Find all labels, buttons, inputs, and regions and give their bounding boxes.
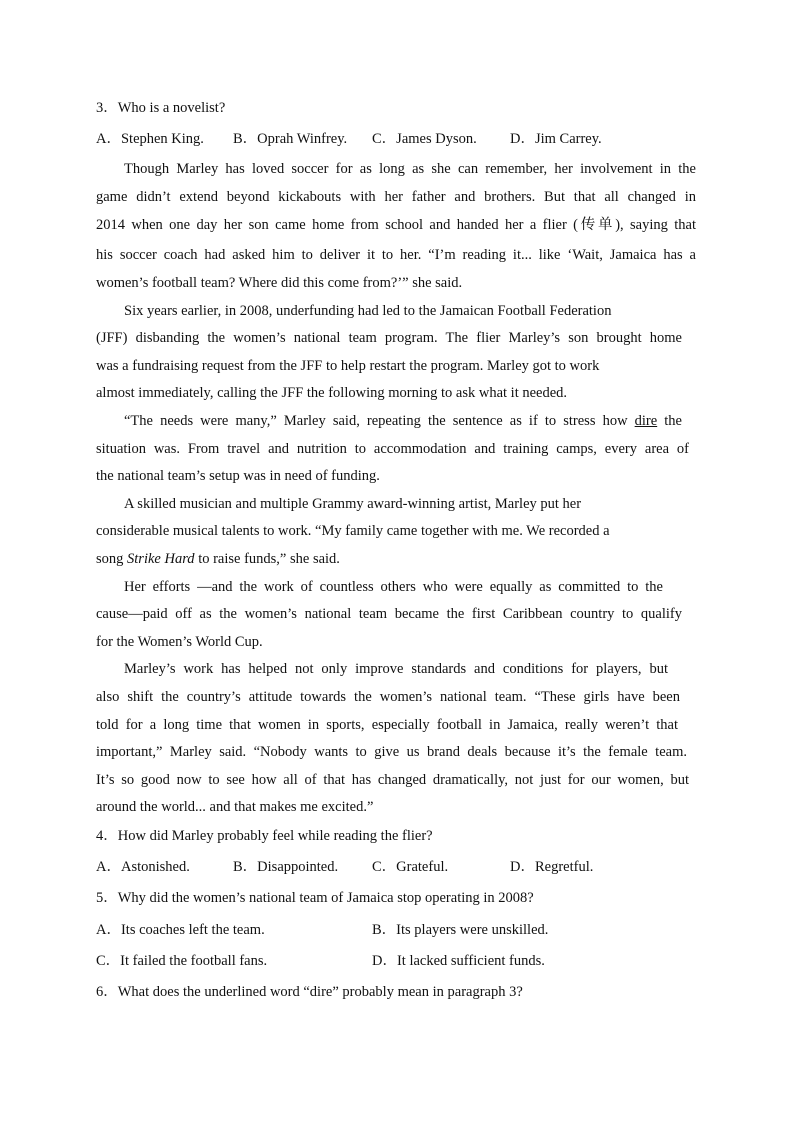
paragraph-6-line: also shift the country’s attitude towards the women’s national team. “These girls have been xyxy=(96,689,680,705)
paragraph-1-line: 2014 when one day her son came home from school and handed her a flier (传单), saying that xyxy=(96,217,696,233)
paragraph-2-line: almost immediately, calling the JFF the following morning to ask what it needed. xyxy=(96,385,568,401)
paragraph-5-line: Her efforts —and the work of countless others who were equally as committed to the xyxy=(124,579,663,595)
q5-option-b: B．Its players were unskilled. xyxy=(372,922,549,938)
q4-option-b: B．Disappointed. xyxy=(233,859,339,875)
paragraph-3-text: “The needs were many,” Marley said, repeating the sentence as if to stress how xyxy=(124,413,635,429)
paragraph-1-line: game didn’t extend beyond kickabouts with her father and brothers. But that all changed in xyxy=(96,189,696,205)
question-5: 5．Why did the women’s national team of Jamaica stop operating in 2008? xyxy=(96,890,534,906)
paragraph-2-line: Six years earlier, in 2008, underfunding had led to the Jamaican Football Federation xyxy=(124,303,612,319)
paragraph-6-line: important,” Marley said. “Nobody wants to give us brand deals because it’s the female team. xyxy=(96,744,687,760)
paragraph-1-line: Though Marley has loved soccer for as long as she can remember, her involvement in the xyxy=(124,161,696,177)
q4-option-d: D．Regretful. xyxy=(510,859,594,875)
underlined-word-dire: dire xyxy=(634,413,658,429)
paragraph-3-line: situation was. From travel and nutrition to accommodation and training camps, every area of xyxy=(96,441,689,457)
paragraph-1-line: women’s football team? Where did this come from?’” she said. xyxy=(96,275,463,291)
paragraph-6-line: Marley’s work has helped not only improve standards and conditions for players, but xyxy=(124,661,668,677)
paragraph-6-line: It’s so good now to see how all of that has changed dramatically, not just for our women, but xyxy=(96,772,689,788)
q3-option-a: A．Stephen King. xyxy=(96,131,204,147)
paragraph-4-text: to raise funds,” she said. xyxy=(194,551,340,567)
paragraph-3-line: the national team’s setup was in need of funding. xyxy=(96,468,380,484)
q3-option-d: D．Jim Carrey. xyxy=(510,131,602,147)
q4-option-a: A．Astonished. xyxy=(96,859,190,875)
paragraph-3-line xyxy=(124,412,682,430)
question-6: 6．What does the underlined word “dire” probably mean in paragraph 3? xyxy=(96,984,523,1000)
question-3: 3．Who is a novelist? xyxy=(96,100,226,116)
q5-option-a: A．Its coaches left the team. xyxy=(96,922,265,938)
paragraph-1-line: his soccer coach had asked him to deliver it to her. “I’m reading it... like ‘Wait, Jamaica has a xyxy=(96,247,696,263)
paragraph-4-line: considerable musical talents to work. “My family came together with me. We recorded a xyxy=(96,523,610,539)
question-4: 4．How did Marley probably feel while reading the flier? xyxy=(96,828,433,844)
paragraph-3-text: the xyxy=(657,413,682,429)
paragraph-6-line: around the world... and that makes me excited.” xyxy=(96,799,374,815)
paragraph-2-line: was a fundraising request from the JFF to help restart the program. Marley got to work xyxy=(96,358,600,374)
paragraph-5-line: cause—paid off as the women’s national team became the first Caribbean country to qualify xyxy=(96,606,682,622)
paragraph-2-line: (JFF) disbanding the women’s national team program. The flier Marley’s son brought home xyxy=(96,330,682,346)
paragraph-4-text: song xyxy=(96,551,128,567)
q5-option-c: C．It failed the football fans. xyxy=(96,953,268,969)
q5-option-d: D．It lacked sufficient funds. xyxy=(372,953,545,969)
song-title: Strike Hard xyxy=(127,551,195,567)
paragraph-4-line xyxy=(96,550,340,568)
paragraph-4-line: A skilled musician and multiple Grammy award-winning artist, Marley put her xyxy=(124,496,582,512)
q4-option-c: C．Grateful. xyxy=(372,859,449,875)
paragraph-5-line: for the Women’s World Cup. xyxy=(96,634,263,650)
q3-option-c: C．James Dyson. xyxy=(372,131,477,147)
paragraph-6-line: told for a long time that women in sports, especially football in Jamaica, really weren’t that xyxy=(96,717,678,733)
q3-option-b: B．Oprah Winfrey. xyxy=(233,131,348,147)
